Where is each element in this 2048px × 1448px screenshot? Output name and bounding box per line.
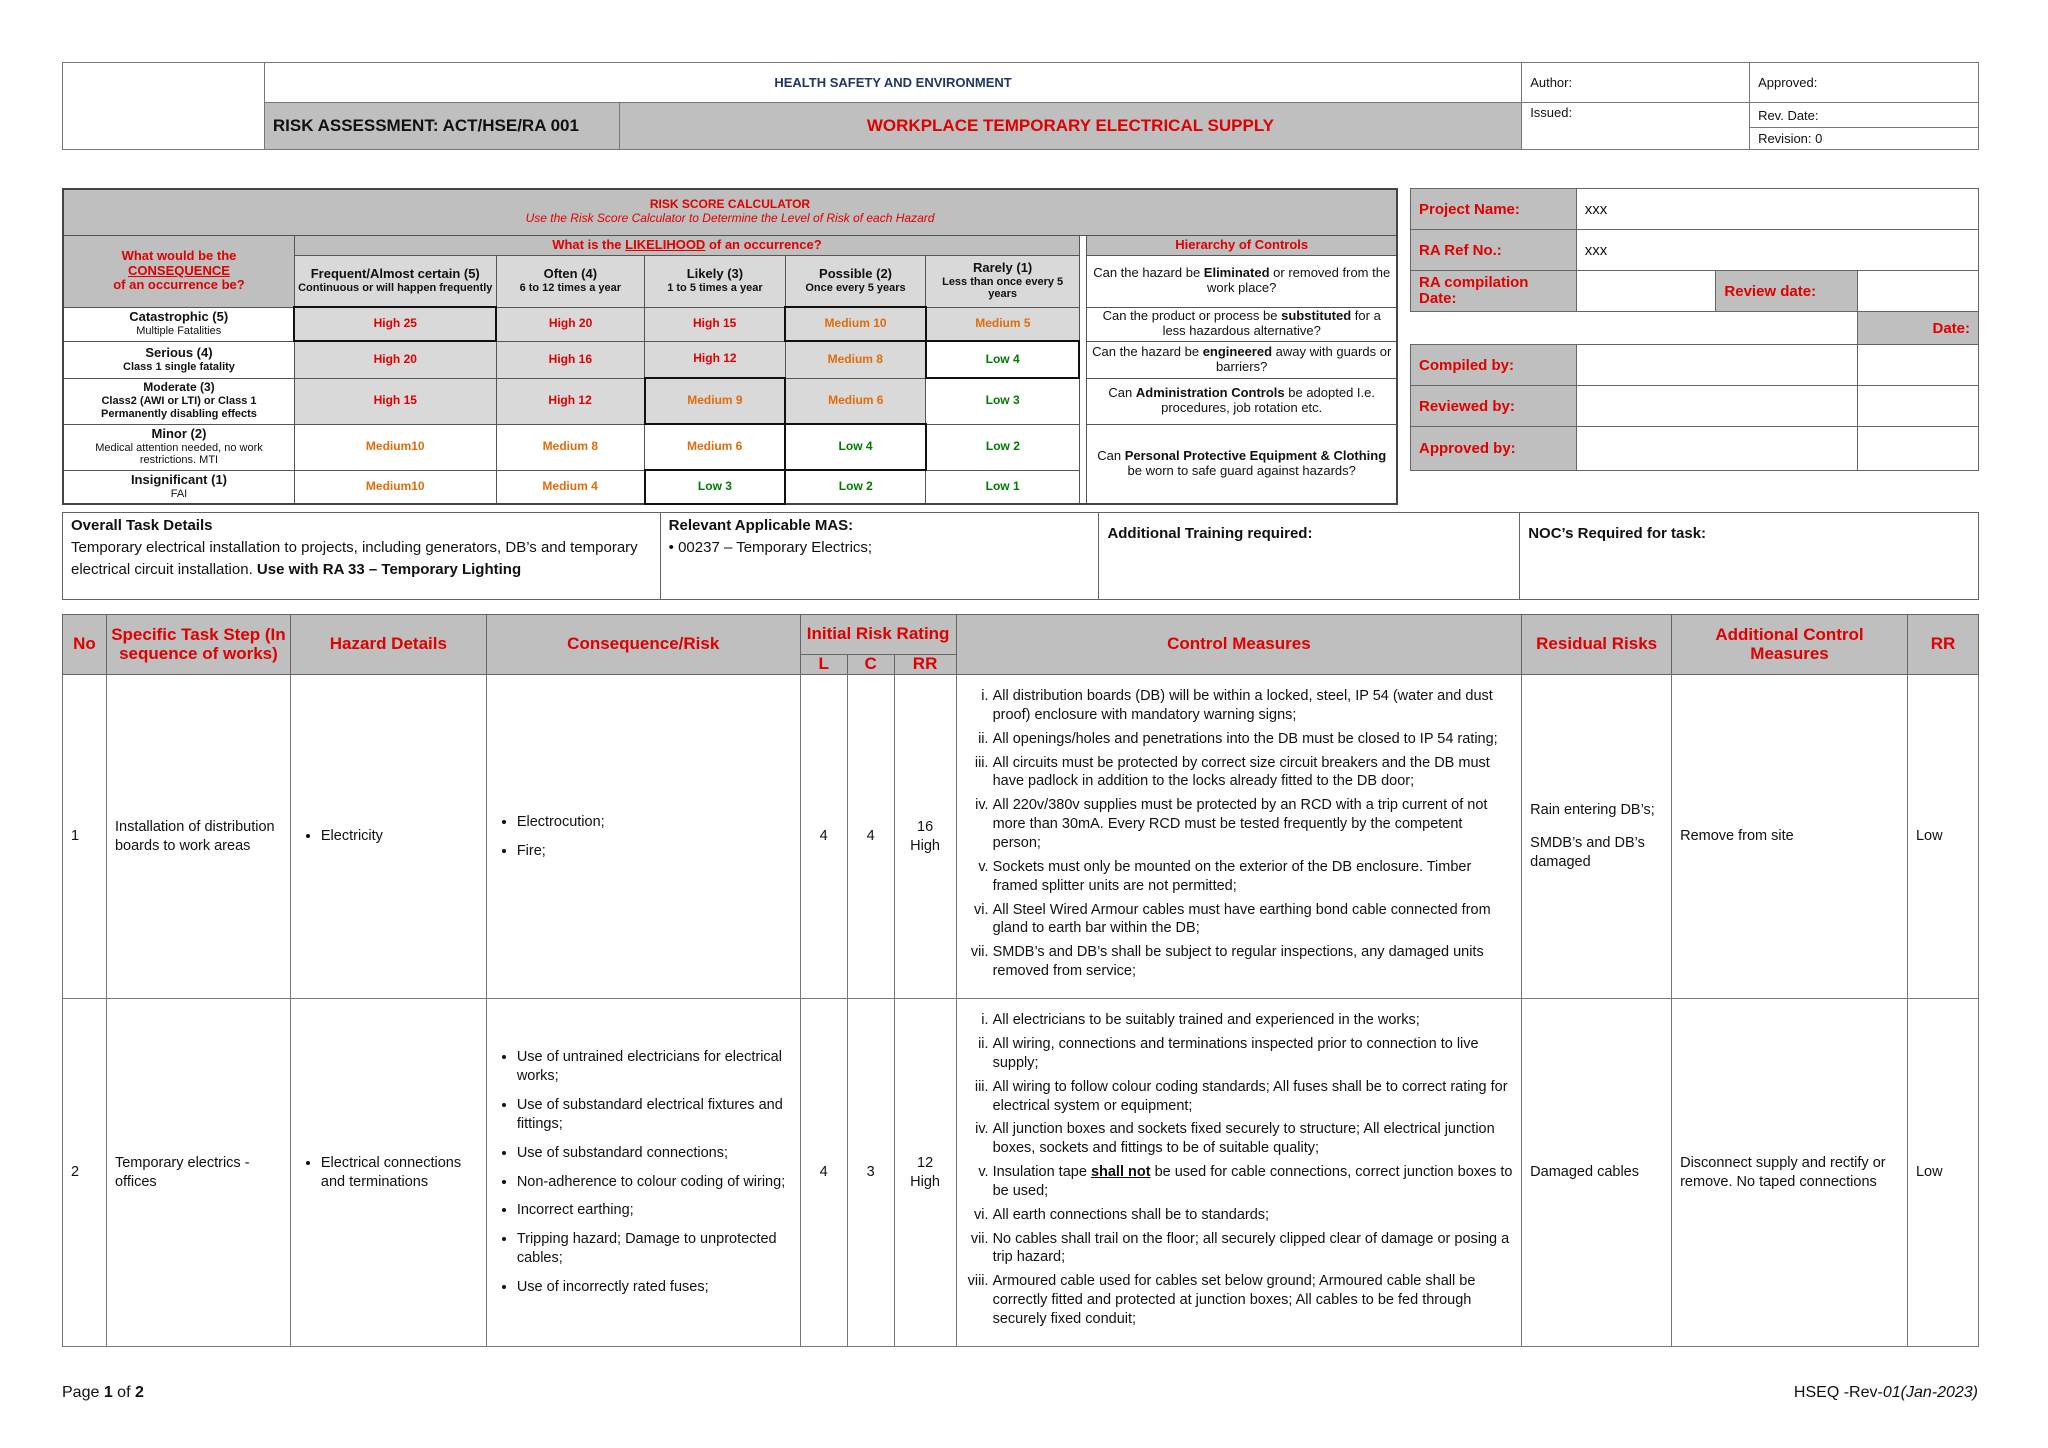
hierarchy-post: be adopted I.e. procedures, job rotation etc. <box>1161 385 1375 415</box>
likelihood-desc: 1 to 5 times a year <box>667 282 763 295</box>
matrix-cell: Medium10 <box>294 470 496 504</box>
hierarchy-post: away with guards or barriers? <box>1216 343 1392 374</box>
hierarchy-pre: Can <box>1108 385 1136 401</box>
consequence-name: Insignificant (1) <box>130 471 227 487</box>
matrix-cell: Low 2 <box>926 424 1080 470</box>
matrix-cell: High 15 <box>294 378 496 424</box>
matrix-cell: Medium 5 <box>926 307 1080 341</box>
likelihood-desc: Less than once every 5 years <box>942 275 1064 301</box>
consequence-item: • Non-adherence to colour coding of wiring; <box>517 1173 792 1192</box>
hierarchy-pre: Can the product or process be <box>1102 308 1282 324</box>
matrix-cell: Low 3 <box>926 378 1080 424</box>
control-item: v. Sockets must only be mounted on the exterior of the DB enclosure. Timber framed splitter units are not permitted; <box>993 858 1514 896</box>
hierarchy-post: or removed from the work place? <box>1207 265 1391 295</box>
table-row <box>63 675 1979 999</box>
page-mid: of <box>112 1384 135 1401</box>
final-risk-rating: Low <box>1907 675 1978 999</box>
consequence-item: • Use of substandard connections; <box>517 1144 792 1163</box>
consequence-desc: Class2 (AWI or LTI) or Class 1 Permanently disabling effects <box>101 395 257 420</box>
consequence-1 <box>63 470 294 504</box>
consequence-4 <box>63 341 294 378</box>
consequence-item: • Electrocution; <box>517 813 792 832</box>
control-item: i. All distribution boards (DB) will be within a locked, steel, IP 54 (water and dust proof) enclosure with mandatory warning signs; <box>993 687 1514 725</box>
consequence-5 <box>63 307 294 341</box>
revision-label: Revision: 0 <box>1750 127 1979 149</box>
matrix-cell: Medium 6 <box>785 378 926 424</box>
review-date-value <box>1858 271 1979 312</box>
consequence-name: Minor (2) <box>151 425 207 441</box>
matrix-cell: High 12 <box>496 378 645 424</box>
consequence-value: 3 <box>847 999 894 1347</box>
control-v-bold: shall not <box>1090 1164 1151 1181</box>
risk-assessment-ref: RISK ASSESSMENT: ACT/HSE/RA 001 <box>264 103 619 150</box>
likelihood-name: Likely (3) <box>686 266 744 282</box>
date-label: Date: <box>1858 312 1979 345</box>
page-current: 1 <box>103 1384 113 1401</box>
consequence-q2: of an occurrence be? <box>113 277 245 293</box>
matrix-row <box>63 378 1397 424</box>
hierarchy-bold: substituted <box>1281 308 1352 324</box>
header-initial-risk: Initial Risk Rating <box>800 615 956 655</box>
approved-by-value <box>1576 427 1857 471</box>
project-info <box>1410 188 1979 471</box>
department-title: HEALTH SAFETY AND ENVIRONMENT <box>264 63 1521 103</box>
likelihood-3 <box>645 255 786 307</box>
likelihood-2 <box>785 255 926 307</box>
matrix-cell: Low 4 <box>785 424 926 470</box>
matrix-cell: High 20 <box>496 307 645 341</box>
control-v-pre: Insulation tape <box>992 1164 1091 1181</box>
document-code <box>1794 1384 1978 1402</box>
author-label: Author: <box>1522 63 1750 103</box>
task-details <box>62 512 1979 600</box>
ra-ref-label: RA Ref No.: <box>1411 230 1577 271</box>
reviewed-by-label: Reviewed by: <box>1411 386 1577 427</box>
reviewed-by-value <box>1576 386 1857 427</box>
header-hazard: Hazard Details <box>290 615 486 675</box>
likelihood-desc: Continuous or will happen frequently <box>298 281 493 294</box>
consequence-desc: Class 1 single fatality <box>123 360 235 373</box>
residual-item: Rain entering DB’s; <box>1530 802 1655 819</box>
control-item: vii. SMDB’s and DB’s shall be subject to regular inspections, any damaged units removed from service; <box>993 943 1514 981</box>
likelihood-desc: Once every 5 years <box>805 281 906 294</box>
control-item: iii. All circuits must be protected by correct size circuit breakers and the DB must have padlock in addition to the locks already fitted to the DB door; <box>993 754 1514 792</box>
matrix-cell: Low 3 <box>645 470 786 504</box>
header-rr: RR <box>894 655 956 675</box>
project-name-label: Project Name: <box>1411 189 1577 230</box>
hierarchy-post: be worn to safe guard against hazards? <box>1127 462 1356 478</box>
task-step: Temporary electrics - offices <box>106 999 290 1347</box>
compiled-by-value <box>1576 345 1857 386</box>
matrix-cell: Medium 6 <box>645 424 786 470</box>
header-no: No <box>63 615 107 675</box>
control-measures <box>956 999 1522 1347</box>
hierarchy-title: Hierarchy of Controls <box>1087 235 1397 255</box>
header-consequence: Consequence/Risk <box>486 615 800 675</box>
hierarchy-substitute <box>1087 307 1397 341</box>
task-step: Installation of distribution boards to work areas <box>106 675 290 999</box>
matrix-cell: Medium10 <box>294 424 496 470</box>
reviewed-date-value <box>1858 386 1979 427</box>
consequence-item: • Tripping hazard; Damage to unprotected cables; <box>517 1230 792 1268</box>
matrix-cell: High 12 <box>645 341 786 378</box>
compiled-by-label: Compiled by: <box>1411 345 1577 386</box>
hierarchy-ppe <box>1087 424 1397 504</box>
matrix-cell: Medium 9 <box>645 378 786 424</box>
residual-item: SMDB’s and DB’s damaged <box>1530 835 1645 870</box>
likelihood-name: Frequent/Almost certain (5) <box>310 265 480 281</box>
page-pre: Page <box>62 1384 104 1401</box>
control-item: vi. All Steel Wired Armour cables must have earthing bond cable connected from gland to earth bar within the DB; <box>993 901 1514 939</box>
ra-compilation-label: RA compilation Date: <box>1411 271 1577 312</box>
calculator-title: RISK SCORE CALCULATOR <box>649 197 811 212</box>
page-total: 2 <box>134 1384 144 1401</box>
document-header <box>62 62 1979 150</box>
consequence-q1: What would be the <box>121 247 237 263</box>
risk-score-calculator <box>62 188 1398 505</box>
overall-task-cell <box>63 513 661 600</box>
approved-by-label: Approved by: <box>1411 427 1577 471</box>
consequence-question <box>63 235 294 307</box>
hierarchy-eliminate <box>1087 255 1397 307</box>
likelihood-value: 4 <box>800 999 847 1347</box>
likelihood-1 <box>926 255 1080 307</box>
hazard-item: • Electricity <box>321 827 478 846</box>
table-row <box>63 999 1979 1347</box>
likelihood-pre: What is the <box>552 236 626 252</box>
hierarchy-engineer <box>1087 341 1397 378</box>
ra-ref-value: xxx <box>1576 230 1978 271</box>
date-spacer <box>1411 312 1858 345</box>
rev-date-label: Rev. Date: <box>1750 103 1979 127</box>
matrix-cell: Medium 10 <box>785 307 926 341</box>
consequence-value: 4 <box>847 675 894 999</box>
additional-controls: Disconnect supply and rectify or remove. No taped connections <box>1672 999 1908 1347</box>
noc-label: NOC’s Required for task: <box>1528 525 1707 542</box>
likelihood-name: Often (4) <box>543 266 598 282</box>
likelihood-name: Rarely (1) <box>973 259 1033 275</box>
likelihood-4 <box>496 255 645 307</box>
header-additional-controls: Additional Control Measures <box>1672 615 1908 675</box>
consequence-list <box>486 999 800 1347</box>
control-item: vi. All earth connections shall be to standards; <box>993 1206 1514 1225</box>
consequence-name: Serious (4) <box>145 344 213 360</box>
risk-level: High <box>910 837 940 854</box>
overall-task-label: Overall Task Details <box>71 517 213 534</box>
calculator-title-cell <box>63 189 1397 235</box>
approved-label: Approved: <box>1750 63 1979 103</box>
matrix-cell: High 15 <box>645 307 786 341</box>
matrix-cell: High 16 <box>496 341 645 378</box>
consequence-item: • Fire; <box>517 842 792 861</box>
matrix-cell: Low 1 <box>926 470 1080 504</box>
header-rr-final: RR <box>1907 615 1978 675</box>
header-task-step: Specific Task Step (In sequence of works) <box>106 615 290 675</box>
matrix-row <box>63 424 1397 470</box>
risk-table <box>62 614 1979 1347</box>
ra-compilation-value <box>1576 271 1716 312</box>
control-item: i. All electricians to be suitably trained and experienced in the works; <box>993 1011 1514 1030</box>
hierarchy-bold: Personal Protective Equipment & Clothing <box>1124 447 1387 463</box>
matrix-cell: Low 2 <box>785 470 926 504</box>
control-measures <box>956 675 1522 999</box>
consequence-name: Moderate (3) <box>143 380 215 395</box>
calculator-subtitle: Use the Risk Score Calculator to Determine the Level of Risk of each Hazard <box>525 211 935 226</box>
residual-item: Damaged cables <box>1530 1164 1639 1181</box>
document-title: WORKPLACE TEMPORARY ELECTRICAL SUPPLY <box>619 103 1521 150</box>
noc-cell <box>1520 513 1979 600</box>
consequence-item: • Incorrect earthing; <box>517 1201 792 1220</box>
calculator-spacer <box>1079 235 1087 504</box>
likelihood-post: of an occurrence? <box>705 236 822 252</box>
header-l: L <box>800 655 847 675</box>
consequence-2 <box>63 424 294 470</box>
training-cell <box>1099 513 1520 600</box>
consequence-word: CONSEQUENCE <box>128 262 230 278</box>
overall-task-body: Temporary electrical installation to projects, including generators, DB’s and temporary electrical circuit installation. <box>71 538 638 578</box>
likelihood-question <box>294 235 1079 255</box>
risk-score: 12 <box>917 1154 934 1171</box>
hierarchy-bold: engineered <box>1202 343 1273 359</box>
code-rev: 01(Jan-2023) <box>1882 1384 1978 1401</box>
control-item: ii. All wiring, connections and terminations inspected prior to connection to live supply; <box>993 1035 1514 1073</box>
control-item-insulation <box>993 1163 1514 1201</box>
logo-area <box>63 63 265 150</box>
hierarchy-post: for a less hazardous alternative? <box>1162 308 1381 338</box>
matrix-cell: Low 4 <box>926 341 1080 378</box>
hierarchy-admin <box>1087 378 1397 424</box>
likelihood-word: LIKELIHOOD <box>625 236 706 252</box>
likelihood-5 <box>294 255 496 307</box>
row-no: 1 <box>63 675 107 999</box>
control-item: iv. All 220v/380v supplies must be protected by an RCD with a trip current of not more than 30mA. Every RCD must be tested frequently by the competent person; <box>993 796 1514 853</box>
consequence-3 <box>63 378 294 424</box>
hazard-details <box>290 999 486 1347</box>
matrix-cell: Medium 8 <box>785 341 926 378</box>
matrix-cell: High 25 <box>294 307 496 341</box>
consequence-list <box>486 675 800 999</box>
consequence-name: Catastrophic (5) <box>129 309 229 325</box>
overall-task-text <box>71 537 652 581</box>
matrix-row <box>63 307 1397 341</box>
consequence-desc: FAI <box>170 487 188 500</box>
issued-label: Issued: <box>1522 103 1750 150</box>
compiled-date-value <box>1858 345 1979 386</box>
consequence-desc: Medical attention needed, no work restrictions. MTI <box>95 441 263 467</box>
likelihood-name: Possible (2) <box>819 265 893 281</box>
matrix-cell: High 20 <box>294 341 496 378</box>
consequence-item: • Use of substandard electrical fixtures and fittings; <box>517 1096 792 1134</box>
risk-level: High <box>910 1173 940 1190</box>
row-no: 2 <box>63 999 107 1347</box>
hazard-details <box>290 675 486 999</box>
control-item: vii. No cables shall trail on the floor; all securely clipped clear of damage or posing a trip hazard; <box>993 1230 1514 1268</box>
header-residual-risks: Residual Risks <box>1522 615 1672 675</box>
hazard-item: • Electrical connections and terminations <box>321 1154 478 1192</box>
page-number <box>62 1384 144 1402</box>
project-name-value: xxx <box>1576 189 1978 230</box>
risk-score: 16 <box>917 818 934 835</box>
header-c: C <box>847 655 894 675</box>
approved-date-value <box>1858 427 1979 471</box>
risk-rating <box>894 675 956 999</box>
overall-task-ref: Use with RA 33 – Temporary Lighting <box>256 560 522 578</box>
control-v-post: be used for cable connections, correct junction boxes to be used; <box>992 1164 1513 1199</box>
mas-cell <box>660 513 1099 600</box>
matrix-cell: Medium 8 <box>496 424 645 470</box>
risk-rating <box>894 999 956 1347</box>
hierarchy-pre: Can <box>1097 447 1125 463</box>
header-control-measures: Control Measures <box>956 615 1522 675</box>
additional-controls: Remove from site <box>1672 675 1908 999</box>
consequence-item: • Use of incorrectly rated fuses; <box>517 1278 792 1297</box>
consequence-desc: Multiple Fatalities <box>136 325 222 338</box>
residual-risks <box>1522 675 1672 999</box>
review-date-label: Review date: <box>1716 271 1858 312</box>
consequence-item: • Use of untrained electricians for electrical works; <box>517 1048 792 1086</box>
control-item: iii. All wiring to follow colour coding standards; All fuses shall be to correct rating for electrical system or equipment; <box>993 1078 1514 1116</box>
hierarchy-pre: Can the hazard be <box>1093 265 1204 281</box>
mas-item: • 00237 – Temporary Electrics; <box>668 538 873 556</box>
hierarchy-pre: Can the hazard be <box>1092 343 1203 359</box>
hierarchy-bold: Administration Controls <box>1135 385 1285 401</box>
likelihood-desc: 6 to 12 times a year <box>519 282 622 295</box>
training-label: Additional Training required: <box>1107 525 1313 542</box>
control-item: iv. All junction boxes and sockets fixed securely to structure; All electrical junction boxes, sockets and fittings to be of suitable quality; <box>993 1120 1514 1158</box>
control-item: viii. Armoured cable used for cables set below ground; Armoured cable shall be correctly fitted and protected at junction boxes; All cables to be fed through securely fixed conduit; <box>993 1272 1514 1329</box>
hierarchy-bold: Eliminated <box>1203 265 1270 281</box>
mas-item-text: 00237 – Temporary Electrics; <box>678 538 873 556</box>
residual-risks <box>1522 999 1672 1347</box>
final-risk-rating: Low <box>1907 999 1978 1347</box>
matrix-row <box>63 341 1397 378</box>
mas-label: Relevant Applicable MAS: <box>668 517 854 534</box>
matrix-cell: Medium 4 <box>496 470 645 504</box>
likelihood-value: 4 <box>800 675 847 999</box>
code-pre: HSEQ -Rev- <box>1793 1384 1883 1401</box>
control-item: ii. All openings/holes and penetrations into the DB must be closed to IP 54 rating; <box>993 730 1514 749</box>
